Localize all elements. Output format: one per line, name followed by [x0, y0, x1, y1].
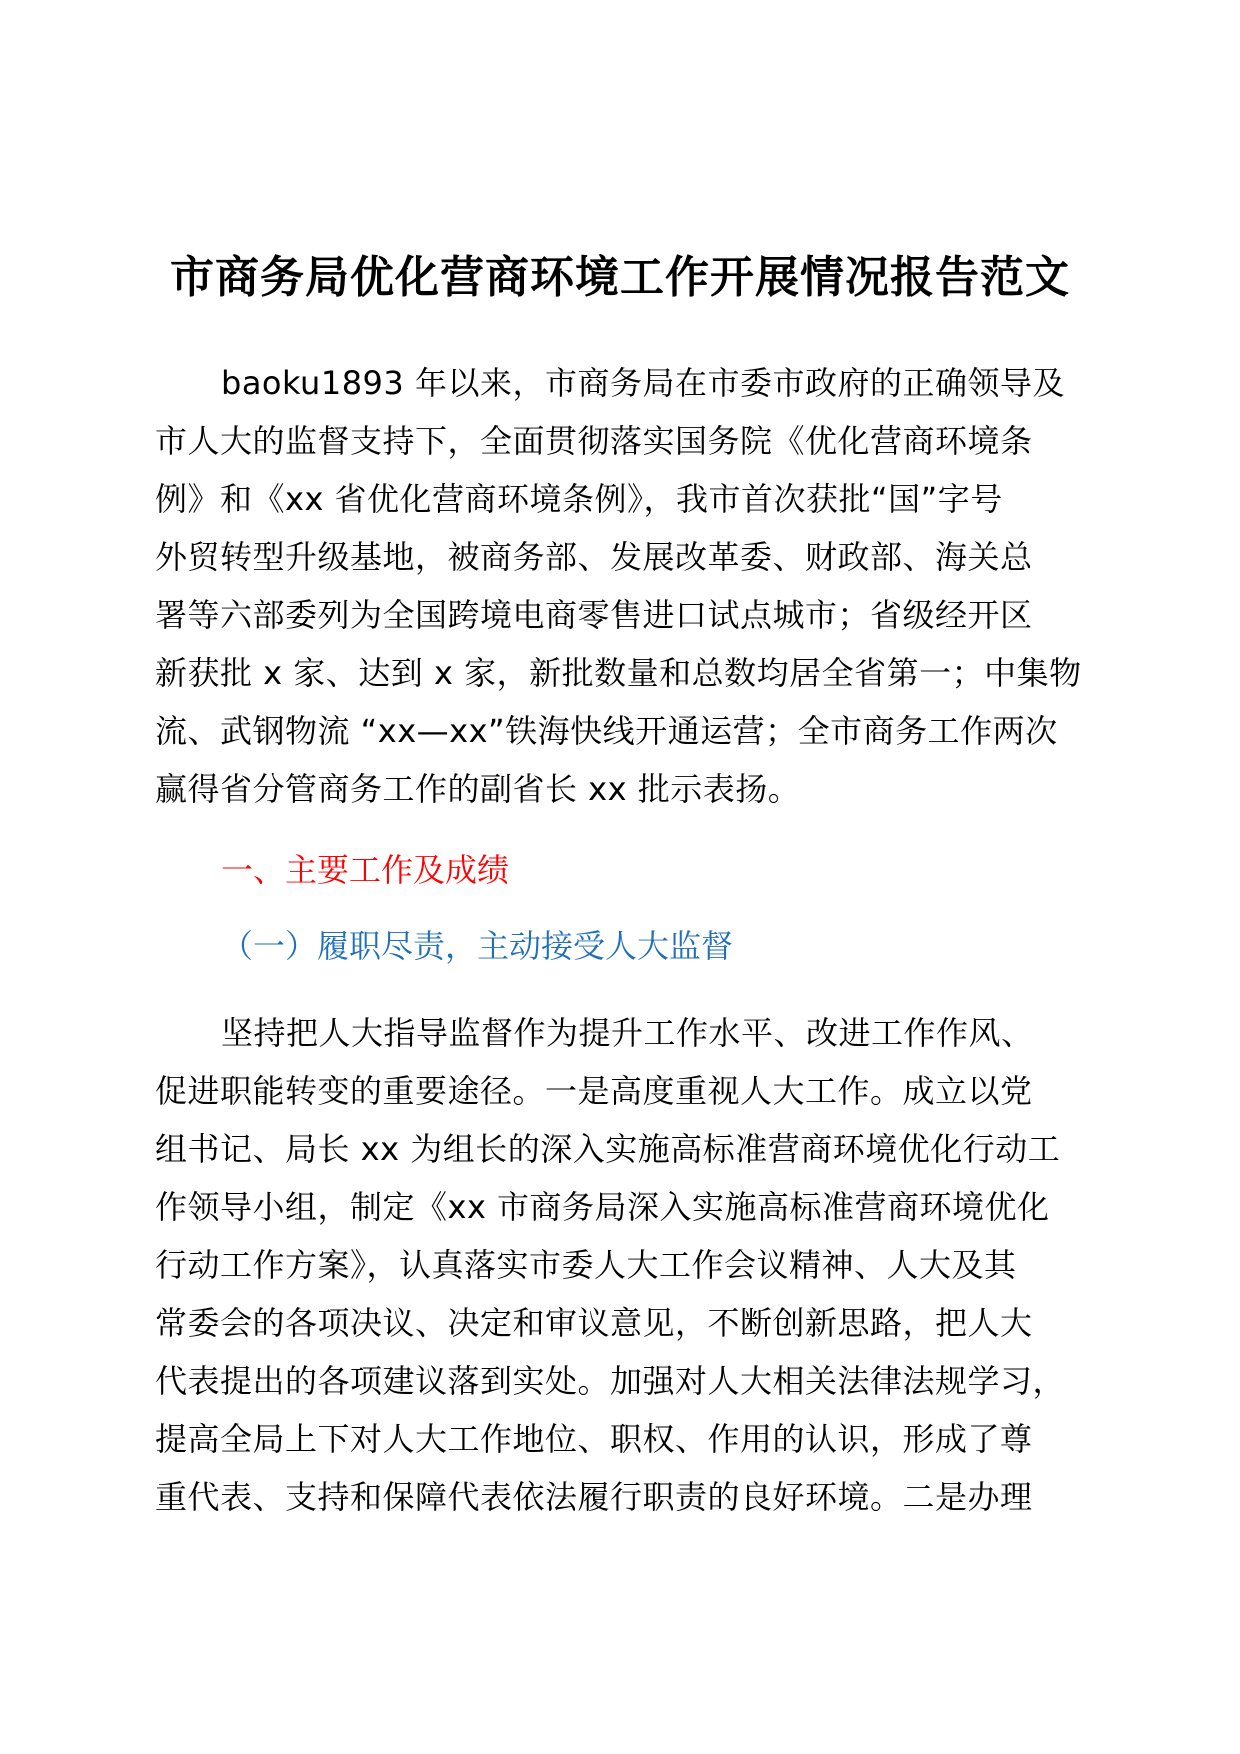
paragraph-line: 外贸转型升级基地，被商务部、发展改革委、财政部、海关总 — [155, 538, 1033, 576]
paragraph-line: 促进职能转变的重要途径。一是高度重视人大工作。成立以党 — [155, 1072, 1033, 1110]
paragraph-line: 作领导小组，制定《xx 市商务局深入实施高标准营商环境优化 — [155, 1188, 1050, 1226]
section-heading-1: 一、主要工作及成绩 — [221, 851, 510, 889]
paragraph-line: 组书记、局长 xx 为组长的深入实施高标准营商环境优化行动工 — [155, 1130, 1061, 1168]
paragraph-line: 提高全局上下对人大工作地位、职权、作用的认识，形成了尊 — [155, 1420, 1033, 1458]
body-paragraph — [155, 1004, 1115, 1526]
paragraph-line: baoku1893 年以来，市商务局在市委市政府的正确领导及 — [221, 364, 1065, 402]
paragraph-line: 市人大的监督支持下，全面贯彻落实国务院《优化营商环境条 — [155, 422, 1033, 460]
paragraph-line: 流、武钢物流 “xx—xx”铁海快线开通运营；全市商务工作两次 — [155, 712, 1058, 750]
subsection-heading-1: （一）履职尽责，主动接受人大监督 — [221, 927, 734, 965]
paragraph-line: 重代表、支持和保障代表依法履行职责的良好环境。二是办理 — [155, 1478, 1033, 1516]
paragraph-line: 坚持把人大指导监督作为提升工作水平、改进工作作风、 — [221, 1014, 1034, 1052]
paragraph-line: 行动工作方案》，认真落实市委人大工作会议精神、人大及其 — [155, 1246, 1017, 1284]
paragraph-line: 新获批 x 家、达到 x 家，新批数量和总数均居全省第一；中集物 — [155, 654, 1082, 692]
paragraph-line: 代表提出的各项建议落到实处。加强对人大相关法律法规学习， — [155, 1362, 1066, 1400]
paragraph-line: 常委会的各项决议、决定和审议意见，不断创新思路，把人大 — [155, 1304, 1033, 1342]
paragraph-line: 赢得省分管商务工作的副省长 xx 批示表扬。 — [155, 770, 801, 808]
intro-paragraph — [155, 354, 1115, 818]
document-title: 市商务局优化营商环境工作开展情况报告范文 — [170, 252, 1070, 303]
paragraph-line: 署等六部委列为全国跨境电商零售进口试点城市；省级经开区 — [155, 596, 1033, 634]
paragraph-line: 例》和《xx 省优化营商环境条例》，我市首次获批“国”字号 — [155, 480, 1003, 518]
